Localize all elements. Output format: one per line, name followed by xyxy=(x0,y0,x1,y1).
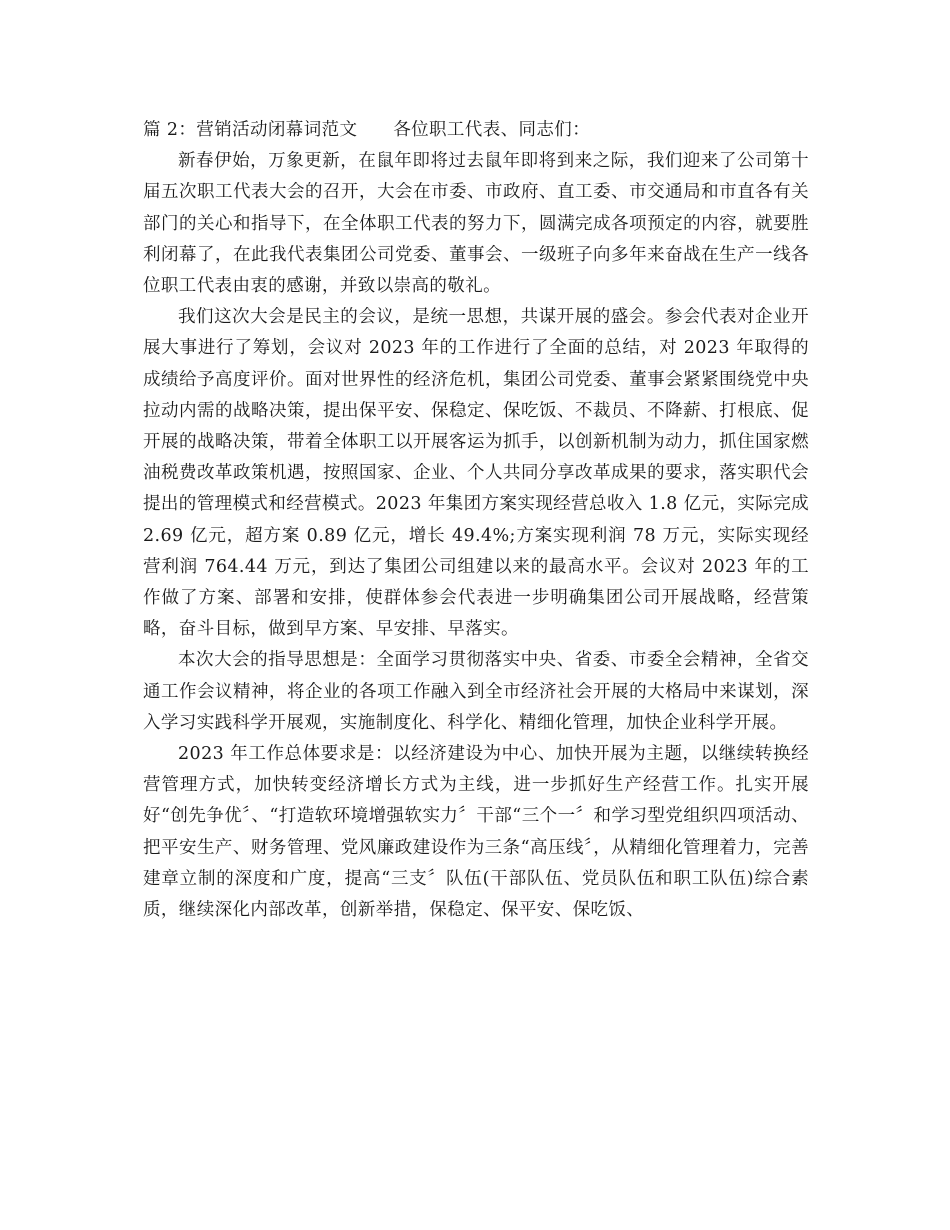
document-page xyxy=(143,115,809,926)
document-heading: 篇 2：营销活动闭幕词范文 各位职工代表、同志们： xyxy=(143,120,591,140)
paragraph-opening: 新春伊始，万象更新，在鼠年即将过去鼠年即将到来之际，我们迎来了公司第十届五次职工代表大会的召开，大会在市委、市政府、直工委、市交通局和市直各有关部门的关心和指导下，在全体职工代表的努力下，圆满完成各项预定的内容，就要胜利闭幕了，在此我代表集团公司党委、董事会、一级班子向多年来奋战在生产一线各位职工代表由衷的感谢，并致以崇高的敬礼。 xyxy=(143,151,809,297)
paragraph-overall-requirements: 2023 年工作总体要求是：以经济建设为中心、加快开展为主题，以继续转换经营管理方式，加快转变经济增长方式为主线，进一步抓好生产经营工作。扎实开展好“创先争优〞、“打造软环境增强软实力〞干部“三个一〞和学习型党组织四项活动、把平安生产、财务管理、党风廉政建设作为三条“高压线〞，从精细化管理着力，完善建章立制的深度和广度，提高“三支〞队伍(干部队伍、党员队伍和职工队伍)综合素质，继续深化内部改革，创新举措，保稳定、保平安、保吃饭、 xyxy=(143,744,809,921)
paragraph-meeting-summary: 我们这次大会是民主的会议，是统一思想，共谋开展的盛会。参会代表对企业开展大事进行了筹划，会议对 2023 年的工作进行了全面的总结，对 2023 年取得的成绩给予高度评价。面对世界性的经济危机，集团公司党委、董事会紧紧围绕党中央拉动内需的战略决策，提出保平安、保稳定、保吃饭、不裁员、不降薪、打根底、促开展的战略决策，带着全体职工以开展客运为抓手，以创新机制为动力，抓住国家燃油税费改革政策机遇，按照国家、企业、个人共同分享改革成果的要求，落实职代会提出的管理模式和经营模式。2023 年集团方案实现经营总收入 1.8 亿元，实际完成 2.69 亿元，超方案 0.89 亿元，增长 49.4%;方案实现利润 78 万元，实际实现经营利润 764.44 万元，到达了集团公司组建以来的最高水平。会议对 2023 年的工作做了方案、部署和安排，使群体参会代表进一步明确集团公司开展战略，经营策略，奋斗目标，做到早方案、早安排、早落实。 xyxy=(143,307,809,640)
paragraph-guiding-thought: 本次大会的指导思想是：全面学习贯彻落实中央、省委、市委全会精神，全省交通工作会议精神，将企业的各项工作融入到全市经济社会开展的大格局中来谋划，深入学习实践科学开展观，实施制度化、科学化、精细化管理，加快企业科学开展。 xyxy=(143,650,809,733)
